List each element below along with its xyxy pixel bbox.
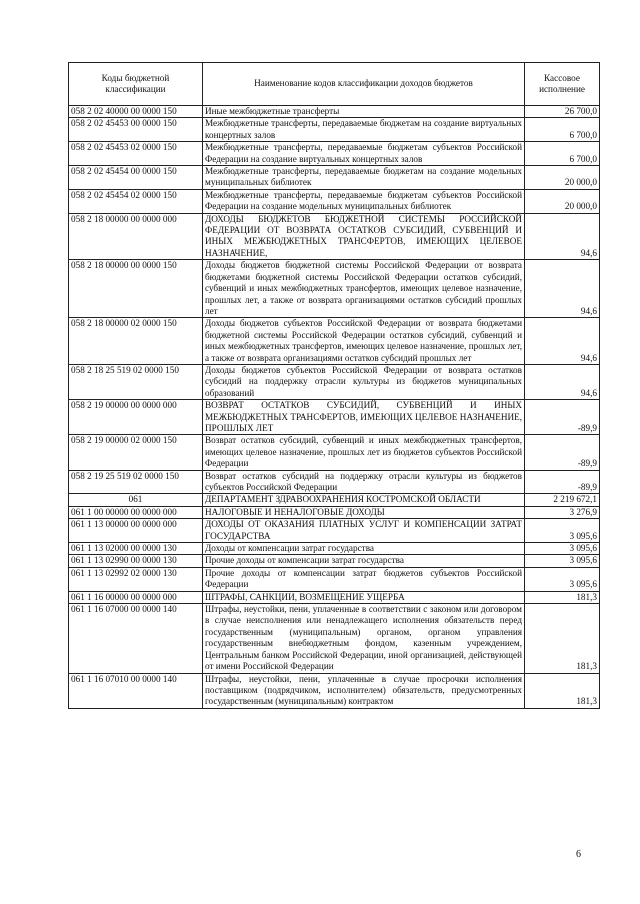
row-code: 061 1 16 07010 00 0000 140 [69,673,203,708]
row-code: 058 2 19 00000 02 0000 150 [69,435,203,470]
table-row [69,364,600,399]
row-code: 061 1 16 00000 00 0000 000 [69,591,203,603]
row-name: Доходы бюджетов субъектов Российской Федерации от возврата остатков субсидий на поддержку отрасли культуры из бюджетов муниципальных образований [203,364,525,399]
header-amount: Кассовое исполнение [525,63,600,106]
row-name: Межбюджетные трансферты, передаваемые бюджетам на создание модельных муниципальных библиотек [203,166,525,190]
table-row [69,213,600,260]
row-code: 058 2 19 00000 00 0000 000 [69,400,203,435]
row-amount: 3 276,9 [525,506,600,518]
row-amount: 94,6 [525,213,600,260]
row-name: Межбюджетные трансферты, передаваемые бюджетам на создание виртуальных концертных залов [203,118,525,142]
row-name: ДОХОДЫ БЮДЖЕТОВ БЮДЖЕТНОЙ СИСТЕМЫ РОССИЙСКОЙ ФЕДЕРАЦИИ ОТ ВОЗВРАТА ОСТАТКОВ СУБСИДИЙ, СУБВЕНЦИЙ И ИНЫХ МЕЖБЮДЖЕТНЫХ ТРАНСФЕРТОВ, ИМЕЮЩИХ ЦЕЛЕВОЕ НАЗНАЧЕНИЕ, [203,213,525,260]
table-row [69,106,600,118]
table-row [69,260,600,318]
row-code: 058 2 19 25 519 02 0000 150 [69,470,203,494]
row-name: Возврат остатков субсидий, субвенций и иных межбюджетных трансфертов, имеющих целевое назначение, прошлых лет из бюджетов субъектов Российской Федерации [203,435,525,470]
header-code: Коды бюджетной классификации [69,63,203,106]
row-name: Штрафы, неустойки, пени, уплаченные в случае просрочки исполнения поставщиком (подрядчиком, исполнителем) обязательств, предусмотренных государственным (муниципальным) контрактом [203,673,525,708]
row-code: 058 2 02 45454 02 0000 150 [69,189,203,213]
row-amount: 94,6 [525,364,600,399]
row-code: 058 2 18 00000 00 0000 150 [69,260,203,318]
table-row [69,400,600,435]
header-name: Наименование кодов классификации доходов бюджетов [203,63,525,106]
row-amount: -89,9 [525,435,600,470]
row-amount: 94,6 [525,260,600,318]
row-code: 061 1 13 02990 00 0000 130 [69,555,203,567]
row-name: Прочие доходы от компенсации затрат бюджетов субъектов Российской Федерации [203,567,525,591]
page-number: 6 [576,849,581,860]
table-row [69,118,600,142]
row-name: Доходы от компенсации затрат государства [203,543,525,555]
row-amount: 3 095,6 [525,567,600,591]
row-amount: 3 095,6 [525,543,600,555]
row-amount: 6 700,0 [525,142,600,166]
row-code: 061 [69,494,203,506]
row-name: Прочие доходы от компенсации затрат государства [203,555,525,567]
table-row [69,470,600,494]
table-row [69,166,600,190]
row-name: Межбюджетные трансферты, передаваемые бюджетам субъектов Российской Федерации на создание модельных муниципальных библиотек [203,189,525,213]
row-code: 058 2 18 00000 00 0000 000 [69,213,203,260]
row-code: 061 1 13 00000 00 0000 000 [69,519,203,543]
row-amount: -89,9 [525,470,600,494]
row-name: Иные межбюджетные трансферты [203,106,525,118]
row-code: 061 1 13 02000 00 0000 130 [69,543,203,555]
row-amount: 3 095,6 [525,555,600,567]
row-code: 058 2 18 25 519 02 0000 150 [69,364,203,399]
table-row [69,142,600,166]
row-code: 058 2 18 00000 02 0000 150 [69,318,203,365]
table-row [69,519,600,543]
row-name: Возврат остатков субсидий на поддержку отрасли культуры из бюджетов субъектов Российской Федерации [203,470,525,494]
table-row [69,189,600,213]
table-row [69,591,600,603]
row-code: 058 2 02 40000 00 0000 150 [69,106,203,118]
row-amount: -89,9 [525,400,600,435]
row-name: НАЛОГОВЫЕ И НЕНАЛОГОВЫЕ ДОХОДЫ [203,506,525,518]
row-amount: 181,3 [525,604,600,673]
row-amount: 94,6 [525,318,600,365]
row-name: ДЕПАРТАМЕНТ ЗДРАВООХРАНЕНИЯ КОСТРОМСКОЙ ОБЛАСТИ [203,494,525,506]
row-name: ДОХОДЫ ОТ ОКАЗАНИЯ ПЛАТНЫХ УСЛУГ И КОМПЕНСАЦИИ ЗАТРАТ ГОСУДАРСТВА [203,519,525,543]
row-name: Межбюджетные трансферты, передаваемые бюджетам субъектов Российской Федерации на создание виртуальных концертных залов [203,142,525,166]
row-code: 061 1 13 02992 02 0000 130 [69,567,203,591]
table-row [69,435,600,470]
row-name: ВОЗВРАТ ОСТАТКОВ СУБСИДИЙ, СУБВЕНЦИЙ И ИНЫХ МЕЖБЮДЖЕТНЫХ ТРАНСФЕРТОВ, ИМЕЮЩИХ ЦЕЛЕВОЕ НАЗНАЧЕНИЕ, ПРОШЛЫХ ЛЕТ [203,400,525,435]
row-code: 058 2 02 45453 00 0000 150 [69,118,203,142]
row-amount: 181,3 [525,591,600,603]
table-row [69,555,600,567]
row-code: 061 1 00 00000 00 0000 000 [69,506,203,518]
budget-revenue-table [68,62,600,709]
row-code: 061 1 16 07000 00 0000 140 [69,604,203,673]
table-row [69,673,600,708]
row-code: 058 2 02 45453 02 0000 150 [69,142,203,166]
row-code: 058 2 02 45454 00 0000 150 [69,166,203,190]
table-header-row [69,63,600,106]
row-name: Доходы бюджетов субъектов Российской Федерации от возврата бюджетами бюджетной системы Российской Федерации остатков субсидий, субвенций и иных межбюджетных трансфертов, имеющих целевое назначение, прошлых лет, а также от возврата организациями остатков субсидий прошлых лет [203,318,525,365]
row-amount: 26 700,0 [525,106,600,118]
row-amount: 20 000,0 [525,189,600,213]
table-row [69,567,600,591]
table-row [69,543,600,555]
row-amount: 3 095,6 [525,519,600,543]
row-name: ШТРАФЫ, САНКЦИИ, ВОЗМЕЩЕНИЕ УЩЕРБА [203,591,525,603]
table-row [69,604,600,673]
row-amount: 2 219 672,1 [525,494,600,506]
row-amount: 20 000,0 [525,166,600,190]
row-name: Штрафы, неустойки, пени, уплаченные в соответствии с законом или договором в случае неисполнения или ненадлежащего исполнения обязательств перед государственным (муниципальным) органом, органом управления государственным внебюджетным фондом, казенным учреждением, Центральным банком Российской Федерации, иной организацией, действующей от имени Российской Федерации [203,604,525,673]
row-amount: 6 700,0 [525,118,600,142]
row-amount: 181,3 [525,673,600,708]
table-row [69,494,600,506]
table-row [69,318,600,365]
table-row [69,506,600,518]
row-name: Доходы бюджетов бюджетной системы Российской Федерации от возврата бюджетами бюджетной системы Российской Федерации остатков субсидий, субвенций и иных межбюджетных трансфертов, имеющих целевое назначение, прошлых лет, а также от возврата организациями остатков субсидий прошлых лет [203,260,525,318]
